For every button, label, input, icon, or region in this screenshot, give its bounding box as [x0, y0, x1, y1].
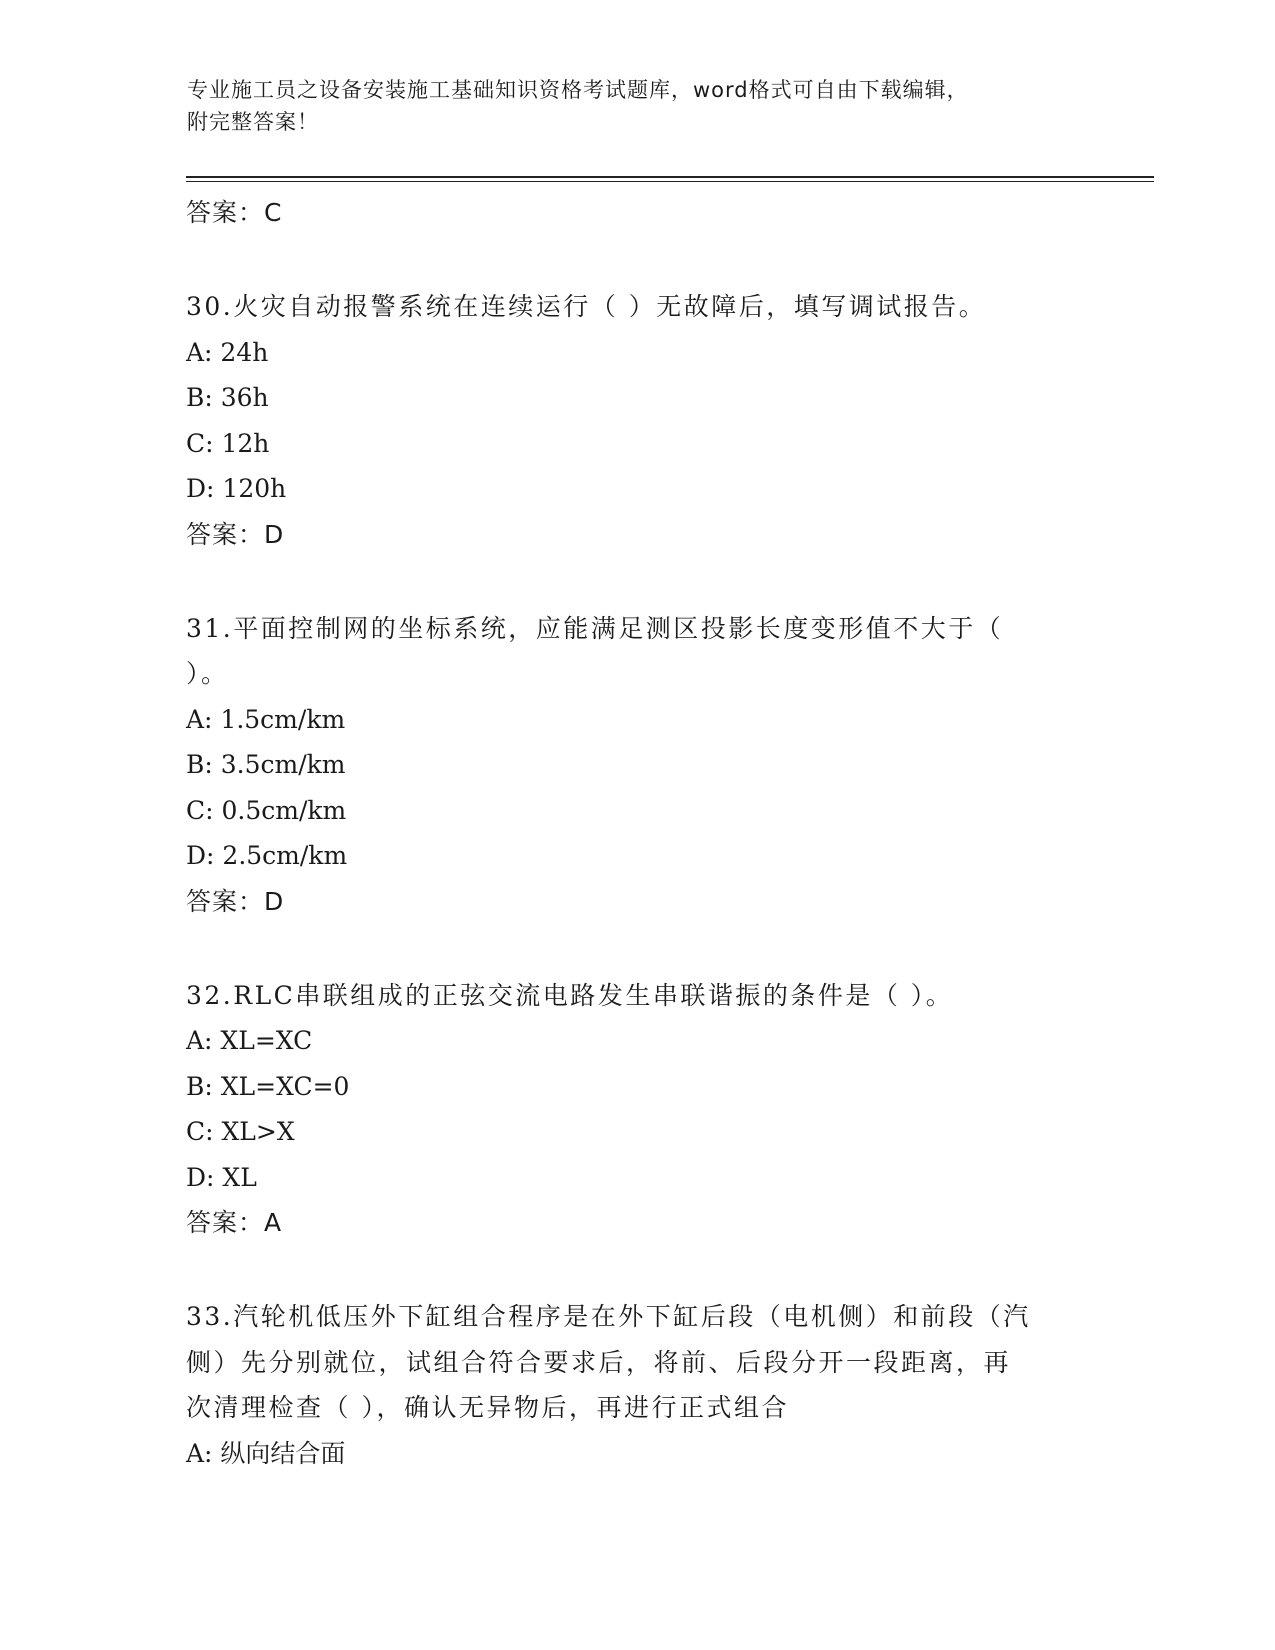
- header-divider: [186, 176, 1154, 182]
- question-text: 32.RLC串联组成的正弦交流电路发生串联谐振的条件是（ ）。: [186, 980, 954, 1010]
- answer: 答案：D: [186, 519, 285, 549]
- option-a: A: XL=XC: [186, 1026, 313, 1055]
- option-c: C: XL>X: [186, 1117, 295, 1146]
- option-a: A: 纵向结合面: [186, 1438, 346, 1468]
- spacer: [186, 557, 1086, 606]
- answer: 答案：A: [186, 1208, 283, 1237]
- spacer: [186, 235, 1086, 284]
- option-c: C: 12h: [186, 428, 270, 458]
- header-line-1: 专业施工员之设备安装施工基础知识资格考试题库，word格式可自由下载编辑，: [187, 78, 969, 102]
- question-30: [186, 284, 1086, 557]
- question-text-line-1: 31.平面控制网的坐标系统，应能满足测区投影长度变形值不大于（: [186, 613, 1004, 643]
- question-31: [186, 606, 1086, 924]
- question-text-line-1: 33.汽轮机低压外下缸组合程序是在外下缸后段（电机侧）和前段（汽: [186, 1302, 1031, 1331]
- question-33: [186, 1294, 1086, 1476]
- question-text-line-2: ）。: [186, 659, 229, 688]
- header-line-2: 附完整答案！: [187, 110, 319, 134]
- option-d: D: 2.5cm/km: [186, 841, 348, 870]
- question-list: [186, 190, 1086, 1476]
- answer: 答案：D: [186, 886, 285, 916]
- option-d: D: 120h: [186, 474, 287, 503]
- question-text-line-3: 次清理检查（ ），确认无异物后，再进行正式组合: [186, 1393, 789, 1422]
- option-b: B: 36h: [186, 383, 269, 412]
- question-32: [186, 973, 1086, 1246]
- document-header: [187, 74, 1067, 138]
- option-d: D: XL: [186, 1162, 257, 1192]
- question-text: 30.火灾自动报警系统在连续运行（ ）无故障后，填写调试报告。: [186, 292, 987, 321]
- spacer: [186, 924, 1086, 973]
- option-b: B: 3.5cm/km: [186, 750, 346, 779]
- option-a: A: 24h: [186, 337, 269, 367]
- option-b: B: XL=XC=0: [186, 1071, 350, 1101]
- option-c: C: 0.5cm/km: [186, 795, 347, 825]
- answer-29: 答案：C: [186, 198, 283, 227]
- option-a: A: 1.5cm/km: [186, 704, 346, 734]
- spacer: [186, 1245, 1086, 1294]
- question-text-line-2: 侧）先分别就位，试组合符合要求后，将前、后段分开一段距离，再: [186, 1347, 1012, 1377]
